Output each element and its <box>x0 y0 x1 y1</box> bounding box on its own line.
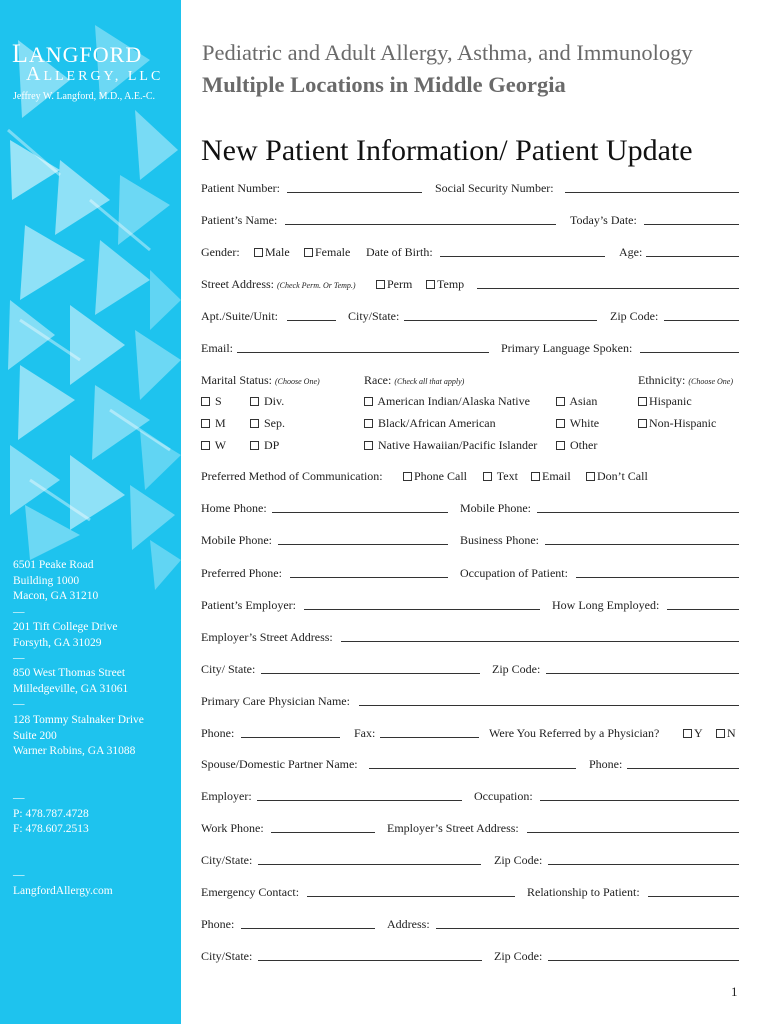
temp-checkbox[interactable] <box>426 280 435 289</box>
address-line: Building 1000 <box>13 574 80 587</box>
yes-label: Y <box>694 726 703 740</box>
decorative-triangle <box>70 455 125 530</box>
preferred-phone-label: Preferred Phone: <box>201 566 282 580</box>
apt-label: Apt./Suite/Unit: <box>201 309 279 323</box>
option-label: DP <box>264 438 280 452</box>
logo-word-llergy: LLERGY, LLC <box>43 69 164 84</box>
address-line: Forsyth, GA 31029 <box>13 636 102 649</box>
decorative-triangle <box>140 430 181 490</box>
spouse-occupation-label: Occupation: <box>474 789 533 803</box>
spouse-employer-label: Employer: <box>201 789 252 803</box>
race-option-asian[interactable] <box>556 394 597 408</box>
employer-city-state-label: City/ State: <box>201 662 256 676</box>
address-line: Macon, GA 31210 <box>13 590 99 602</box>
website <box>13 868 113 899</box>
ethnicity-note: (Choose One) <box>688 377 733 386</box>
occupation-patient-label: Occupation of Patient: <box>460 566 568 580</box>
spouse-zip-label: Zip Code: <box>494 853 543 867</box>
how-long-label: How Long Employed: <box>552 598 660 612</box>
decorative-triangle <box>150 270 181 330</box>
street-note: (Check Perm. Or Temp.) <box>277 281 356 290</box>
location-milledgeville <box>13 666 128 713</box>
street-address-field[interactable] <box>477 288 739 289</box>
spouse-employer-field[interactable] <box>257 800 462 801</box>
how-long-field[interactable] <box>667 609 739 610</box>
marital-checkbox[interactable] <box>201 397 210 406</box>
marital-status-label <box>201 373 320 389</box>
patient-number-field[interactable] <box>287 192 422 193</box>
email-label: Email: <box>201 341 233 355</box>
marital-option-sep[interactable] <box>250 416 285 430</box>
referred-yes-option[interactable] <box>683 726 703 740</box>
language-label: Primary Language Spoken: <box>501 341 633 355</box>
pcp-fax-field[interactable] <box>380 737 479 738</box>
option-label: Hispanic <box>649 394 692 408</box>
age-label: Age: <box>619 245 643 259</box>
home-phone-field[interactable] <box>272 512 448 513</box>
fax-number: F: 478.607.2513 <box>13 823 89 835</box>
race-option-american-indian[interactable] <box>364 394 530 408</box>
pcp-phone-field[interactable] <box>241 737 340 738</box>
decorative-triangle <box>135 330 181 400</box>
work-phone-label: Work Phone: <box>201 821 264 835</box>
yes-checkbox[interactable] <box>683 729 692 738</box>
race-checkbox[interactable] <box>556 397 565 406</box>
option-label: S <box>215 394 222 408</box>
website-url[interactable]: LangfordAllergy.com <box>13 884 113 897</box>
decorative-triangle <box>55 160 110 235</box>
separator: — <box>13 698 25 710</box>
employer-street-field[interactable] <box>341 641 739 642</box>
emergency-address-field[interactable] <box>436 928 739 929</box>
emergency-contact-label: Emergency Contact: <box>201 885 300 899</box>
decorative-triangle <box>118 175 170 245</box>
address-line: Milledgeville, GA 31061 <box>13 682 129 695</box>
ssn-field[interactable] <box>565 192 739 193</box>
dob-label: Date of Birth: <box>366 245 433 259</box>
emergency-zip-field[interactable] <box>548 960 739 961</box>
street-address-label <box>201 277 356 293</box>
gender-female-option[interactable] <box>304 245 350 259</box>
option-label: Other <box>570 438 598 452</box>
ssn-label: Social Security Number: <box>435 181 554 195</box>
mobile-phone-label: Mobile Phone: <box>460 501 531 515</box>
business-phone-field[interactable] <box>545 544 739 545</box>
mobile-phone-field[interactable] <box>537 512 739 513</box>
male-label: Male <box>265 245 290 259</box>
business-phone-label: Business Phone: <box>460 533 540 547</box>
contact-numbers <box>13 791 89 838</box>
employer-zip-field[interactable] <box>546 673 739 674</box>
comm-option-phone[interactable] <box>403 469 467 483</box>
address-line: Warner Robins, GA 31088 <box>13 745 136 757</box>
emergency-zip-label: Zip Code: <box>494 949 543 963</box>
address-line: 850 West Thomas Street <box>13 667 126 679</box>
ethnicity-label-text: Ethnicity: <box>638 373 686 387</box>
no-checkbox[interactable] <box>716 729 725 738</box>
emergency-city-state-field[interactable] <box>258 960 482 961</box>
no-label: N <box>727 726 736 740</box>
marital-checkbox[interactable] <box>201 419 210 428</box>
race-label <box>364 373 464 389</box>
preferred-phone-field[interactable] <box>290 577 448 578</box>
option-label: Div. <box>264 394 285 408</box>
employer-city-state-field[interactable] <box>261 673 480 674</box>
separator: — <box>13 792 25 804</box>
decorative-triangle <box>20 225 85 300</box>
referred-no-option[interactable] <box>716 726 736 740</box>
decorative-triangle <box>70 305 125 385</box>
marital-checkbox[interactable] <box>250 441 259 450</box>
ethnicity-checkbox[interactable] <box>638 397 647 406</box>
apt-field[interactable] <box>287 320 336 321</box>
patient-name-label: Patient’s Name: <box>201 213 278 227</box>
decorative-triangle <box>10 445 60 515</box>
spouse-occupation-field[interactable] <box>540 800 739 801</box>
employer-label: Patient’s Employer: <box>201 598 296 612</box>
spouse-phone-field[interactable] <box>627 768 739 769</box>
pcp-field[interactable] <box>359 705 739 706</box>
option-label: Asian <box>569 394 598 408</box>
city-state-field[interactable] <box>404 320 597 321</box>
decorative-triangle <box>150 540 181 590</box>
race-checkbox[interactable] <box>364 441 373 450</box>
location-forsyth <box>13 620 117 667</box>
occupation-patient-field[interactable] <box>576 577 739 578</box>
race-checkbox[interactable] <box>556 419 565 428</box>
temp-label: Temp <box>437 277 465 291</box>
race-label-text: Race: <box>364 373 392 387</box>
mobile-phone-field-2[interactable] <box>278 544 448 545</box>
marital-checkbox[interactable] <box>250 397 259 406</box>
race-option-white[interactable] <box>556 416 599 430</box>
comm-checkbox[interactable] <box>586 472 595 481</box>
emergency-phone-label: Phone: <box>201 917 235 931</box>
race-option-black[interactable] <box>364 416 496 430</box>
perm-option[interactable] <box>376 277 412 291</box>
relationship-field[interactable] <box>648 896 739 897</box>
language-field[interactable] <box>640 352 739 353</box>
option-label: White <box>569 416 600 430</box>
sidebar <box>0 0 181 1024</box>
pcp-label: Primary Care Physician Name: <box>201 694 350 708</box>
marital-label-text: Marital Status: <box>201 373 272 387</box>
comm-checkbox[interactable] <box>483 472 492 481</box>
spouse-label: Spouse/Domestic Partner Name: <box>201 757 358 771</box>
comm-option-email[interactable] <box>531 469 571 483</box>
relationship-label: Relationship to Patient: <box>527 885 640 899</box>
temp-option[interactable] <box>426 277 464 291</box>
marital-checkbox[interactable] <box>250 419 259 428</box>
option-label: American Indian/Alaska Native <box>377 394 530 408</box>
decorative-triangle <box>135 110 178 180</box>
address-line: Suite 200 <box>13 729 57 742</box>
spouse-field[interactable] <box>369 768 576 769</box>
todays-date-label: Today’s Date: <box>570 213 637 227</box>
email-field[interactable] <box>237 352 489 353</box>
gender-male-option[interactable] <box>254 245 290 259</box>
spouse-zip-field[interactable] <box>548 864 739 865</box>
option-label: M <box>215 416 226 430</box>
home-phone-label: Home Phone: <box>201 501 267 515</box>
logo-word-angford: ANGFORD <box>28 42 143 67</box>
female-label: Female <box>315 245 351 259</box>
male-checkbox[interactable] <box>254 248 263 257</box>
option-label: Don’t Call <box>597 469 648 483</box>
decorative-triangle <box>18 365 75 440</box>
option-label: Text <box>496 469 518 483</box>
decorative-triangle <box>95 240 150 315</box>
decorative-triangle <box>8 300 55 370</box>
ethnicity-option-hispanic[interactable] <box>638 394 692 408</box>
city-state-label: City/State: <box>348 309 400 323</box>
form-title: New Patient Information/ Patient Update <box>201 134 693 167</box>
zip-field[interactable] <box>664 320 739 321</box>
option-label: Non-Hispanic <box>649 416 717 430</box>
spouse-city-state-label: City/State: <box>201 853 253 867</box>
referred-label: Were You Referred by a Physician? <box>489 726 660 740</box>
race-checkbox[interactable] <box>364 419 373 428</box>
page-number: 1 <box>731 984 738 999</box>
option-label: Black/African American <box>378 416 496 430</box>
marital-option-dp[interactable] <box>250 438 279 452</box>
race-option-pacific-islander[interactable] <box>364 438 537 452</box>
employer-field[interactable] <box>304 609 540 610</box>
dob-field[interactable] <box>440 256 605 257</box>
spouse-city-state-field[interactable] <box>258 864 481 865</box>
comm-checkbox[interactable] <box>403 472 412 481</box>
marital-note: (Choose One) <box>275 377 320 386</box>
logo-letter-a: A <box>26 63 44 85</box>
ethnicity-option-non-hispanic[interactable] <box>638 416 716 430</box>
option-label: W <box>214 438 227 452</box>
gender-label: Gender: <box>201 245 240 259</box>
option-label: Email <box>542 469 571 483</box>
location-warner-robins <box>13 713 144 760</box>
option-label: Native Hawaiian/Pacific Islander <box>378 438 538 452</box>
langford-allergy-logo <box>12 39 164 85</box>
spouse-employer-street-field[interactable] <box>527 832 739 833</box>
race-checkbox[interactable] <box>556 441 565 450</box>
patient-number-label: Patient Number: <box>201 181 280 195</box>
perm-label: Perm <box>387 277 413 291</box>
separator: — <box>13 605 25 618</box>
mobile-phone-label-2: Mobile Phone: <box>201 533 272 547</box>
ethnicity-checkbox[interactable] <box>638 419 647 428</box>
age-field[interactable] <box>646 256 739 257</box>
ethnicity-label <box>638 373 733 389</box>
comm-checkbox[interactable] <box>531 472 540 481</box>
todays-date-field[interactable] <box>644 224 739 225</box>
address-line: 128 Tommy Stalnaker Drive <box>13 714 144 726</box>
separator: — <box>13 652 25 664</box>
race-option-other[interactable] <box>556 438 597 452</box>
practice-specialties: Pediatric and Adult Allergy, Asthma, and Immunology <box>202 40 693 65</box>
street-label-text: Street Address: <box>201 277 274 291</box>
employer-zip-label: Zip Code: <box>492 662 541 676</box>
marital-checkbox[interactable] <box>201 441 210 450</box>
marital-option-s[interactable] <box>201 394 222 408</box>
pcp-fax-label: Fax: <box>354 726 376 740</box>
address-line: 6501 Peake Road <box>13 559 94 571</box>
practice-locations-tagline: Multiple Locations in Middle Georgia <box>202 72 566 97</box>
address-line: 201 Tift College Drive <box>13 621 118 633</box>
work-phone-field[interactable] <box>271 832 375 833</box>
option-label: Sep. <box>264 416 285 430</box>
marital-option-w[interactable] <box>201 438 226 452</box>
race-note: (Check all that apply) <box>394 377 465 386</box>
marital-option-m[interactable] <box>201 416 226 430</box>
location-macon <box>13 558 98 620</box>
emergency-city-state-label: City/State: <box>201 949 253 963</box>
zip-label: Zip Code: <box>610 309 659 323</box>
emergency-address-label: Address: <box>387 917 430 931</box>
employer-street-label: Employer’s Street Address: <box>201 630 333 644</box>
communication-label: Preferred Method of Communication: <box>201 469 383 483</box>
comm-option-text[interactable] <box>483 469 518 483</box>
race-checkbox[interactable] <box>364 397 373 406</box>
spouse-employer-street-label: Employer’s Street Address: <box>387 821 519 835</box>
option-label: Phone Call <box>414 469 467 483</box>
doctor-name: Jeffrey W. Langford, M.D., A.E.-C. <box>13 91 156 102</box>
emergency-contact-field[interactable] <box>307 896 515 897</box>
decorative-triangle <box>130 485 175 550</box>
separator: — <box>13 869 25 881</box>
patient-name-field[interactable] <box>285 224 556 225</box>
perm-checkbox[interactable] <box>376 280 385 289</box>
female-checkbox[interactable] <box>304 248 313 257</box>
pcp-phone-label: Phone: <box>201 726 235 740</box>
emergency-phone-field[interactable] <box>241 928 375 929</box>
comm-option-dont-call[interactable] <box>586 469 648 483</box>
logo-letter-l: L <box>12 39 29 68</box>
spouse-phone-label: Phone: <box>589 757 623 771</box>
phone-number: P: 478.787.4728 <box>13 807 89 820</box>
marital-option-div[interactable] <box>250 394 284 408</box>
